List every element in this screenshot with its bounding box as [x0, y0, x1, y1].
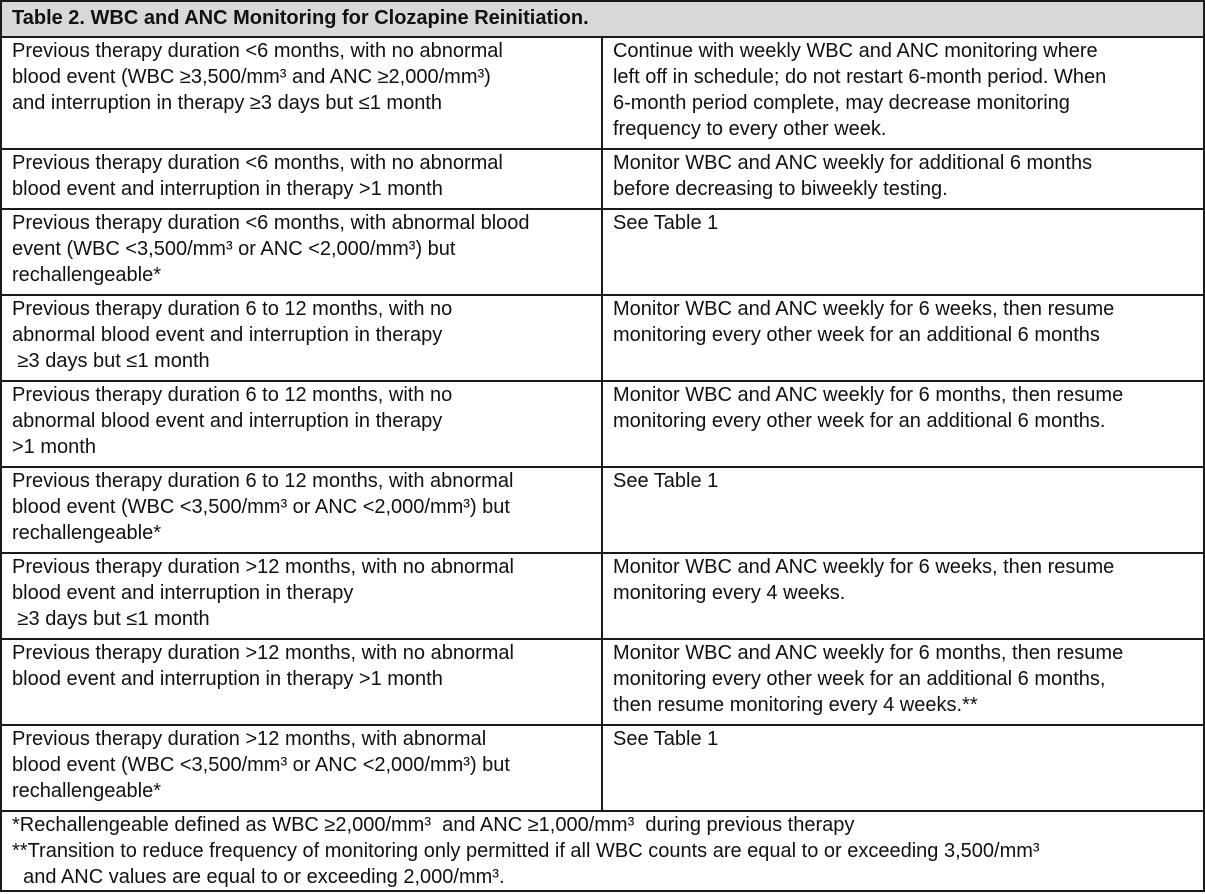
- condition-line: abnormal blood event and interruption in therapy: [12, 410, 443, 432]
- monitoring-line: Monitor WBC and ANC weekly for 6 weeks, then resume: [612, 298, 1115, 320]
- table-title: Table 2. WBC and ANC Monitoring for Clozapine Reinitiation.: [1, 1, 1204, 37]
- condition-line: blood event and interruption in therapy >1 month: [12, 668, 443, 690]
- monitoring-line: then resume monitoring every 4 weeks.**: [612, 694, 978, 716]
- table-row: [1, 467, 1204, 553]
- condition-line: rechallengeable*: [12, 780, 162, 802]
- monitoring-line: frequency to every other week.: [612, 118, 887, 140]
- footnote-line: *Rechallengeable defined as WBC ≥2,000/mm³ and ANC ≥1,000/mm³ during previous therapy: [12, 814, 855, 836]
- table-row: [1, 639, 1204, 725]
- monitoring-cell: [602, 295, 1204, 381]
- condition-cell: [1, 209, 602, 295]
- monitoring-cell: [602, 639, 1204, 725]
- condition-cell: [1, 295, 602, 381]
- condition-cell: [1, 149, 602, 209]
- condition-line: Previous therapy duration 6 to 12 months, with no: [12, 384, 453, 406]
- monitoring-line: Monitor WBC and ANC weekly for additional 6 months: [612, 152, 1093, 174]
- condition-line: blood event and interruption in therapy >1 month: [12, 178, 443, 200]
- title-row: [1, 1, 1204, 37]
- table-row: [1, 149, 1204, 209]
- condition-cell: [1, 725, 602, 811]
- condition-line: blood event and interruption in therapy: [12, 582, 354, 604]
- condition-line: event (WBC <3,500/mm³ or ANC <2,000/mm³) but: [12, 238, 456, 260]
- table-row: [1, 725, 1204, 811]
- condition-cell: [1, 553, 602, 639]
- monitoring-line: Monitor WBC and ANC weekly for 6 weeks, then resume: [612, 556, 1115, 578]
- condition-line: Previous therapy duration >12 months, with no abnormal: [12, 642, 514, 664]
- monitoring-cell: [602, 381, 1204, 467]
- monitoring-line: 6-month period complete, may decrease monitoring: [612, 92, 1070, 114]
- condition-line: Previous therapy duration <6 months, with no abnormal: [12, 152, 503, 174]
- condition-cell: [1, 467, 602, 553]
- condition-line: rechallengeable*: [12, 264, 162, 286]
- footnote-line: and ANC values are equal to or exceeding 2,000/mm³.: [12, 866, 505, 888]
- condition-line: rechallengeable*: [12, 522, 162, 544]
- table-row: [1, 295, 1204, 381]
- table-row: [1, 553, 1204, 639]
- condition-line: Previous therapy duration >12 months, with no abnormal: [12, 556, 514, 578]
- monitoring-cell: [602, 149, 1204, 209]
- condition-line: blood event (WBC <3,500/mm³ or ANC <2,000/mm³) but: [12, 754, 510, 776]
- condition-cell: [1, 37, 602, 149]
- condition-line: Previous therapy duration <6 months, with no abnormal: [12, 40, 503, 62]
- table-row: [1, 209, 1204, 295]
- table-row: [1, 37, 1204, 149]
- condition-line: ≥3 days but ≤1 month: [12, 608, 210, 630]
- monitoring-line: See Table 1: [612, 470, 719, 492]
- monitoring-line: monitoring every other week for an additional 6 months,: [612, 668, 1106, 690]
- footnote-line: **Transition to reduce frequency of monitoring only permitted if all WBC counts are equal to or exceeding 3,500/mm³: [12, 840, 1040, 862]
- condition-line: ≥3 days but ≤1 month: [12, 350, 210, 372]
- condition-cell: [1, 639, 602, 725]
- condition-line: and interruption in therapy ≥3 days but ≤1 month: [12, 92, 442, 114]
- condition-line: Previous therapy duration >12 months, with abnormal: [12, 728, 487, 750]
- monitoring-cell: [602, 209, 1204, 295]
- monitoring-cell: [602, 467, 1204, 553]
- footnote-row: [1, 811, 1204, 891]
- monitoring-line: monitoring every 4 weeks.: [612, 582, 846, 604]
- monitoring-line: Monitor WBC and ANC weekly for 6 months, then resume: [612, 384, 1124, 406]
- monitoring-line: See Table 1: [612, 728, 719, 750]
- monitoring-line: monitoring every other week for an additional 6 months: [612, 324, 1100, 346]
- monitoring-line: Monitor WBC and ANC weekly for 6 months, then resume: [612, 642, 1124, 664]
- condition-line: blood event (WBC <3,500/mm³ or ANC <2,000/mm³) but: [12, 496, 510, 518]
- condition-line: Previous therapy duration <6 months, with abnormal blood: [12, 212, 530, 234]
- table-row: [1, 381, 1204, 467]
- monitoring-cell: [602, 553, 1204, 639]
- monitoring-line: before decreasing to biweekly testing.: [612, 178, 948, 200]
- table-body: [1, 37, 1204, 811]
- monitoring-cell: [602, 37, 1204, 149]
- monitoring-line: Continue with weekly WBC and ANC monitoring where: [612, 40, 1098, 62]
- condition-cell: [1, 381, 602, 467]
- condition-line: Previous therapy duration 6 to 12 months, with no: [12, 298, 453, 320]
- condition-line: >1 month: [12, 436, 96, 458]
- monitoring-line: left off in schedule; do not restart 6-month period. When: [612, 66, 1107, 88]
- footnotes: [1, 811, 1204, 891]
- condition-line: blood event (WBC ≥3,500/mm³ and ANC ≥2,000/mm³): [12, 66, 491, 88]
- condition-line: Previous therapy duration 6 to 12 months, with abnormal: [12, 470, 514, 492]
- monitoring-cell: [602, 725, 1204, 811]
- condition-line: abnormal blood event and interruption in therapy: [12, 324, 443, 346]
- monitoring-line: See Table 1: [612, 212, 719, 234]
- monitoring-line: monitoring every other week for an additional 6 months.: [612, 410, 1106, 432]
